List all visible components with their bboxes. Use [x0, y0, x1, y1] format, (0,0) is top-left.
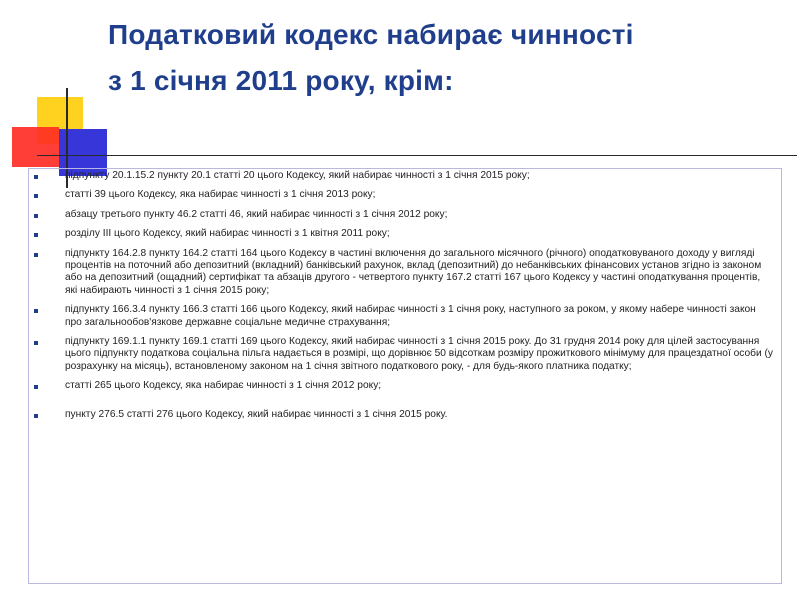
bullet-list: [34, 170, 774, 428]
bullet-item: статті 265 цього Кодексу, яка набирає чинності з 1 січня 2012 року;: [34, 380, 774, 392]
decor-red-square: [12, 127, 59, 167]
slide-title: [108, 12, 788, 104]
bullet-item: підпункту 164.2.8 пункту 164.2 статті 164 цього Кодексу в частині включення до загального місячного (річного) оподатковуваного доходу у вигляді процентів на поточний або депозитний (вкладний) банківський рахунок, вклад (депозитний) до небанківських фінансових установ згідно із законом або на депозитний (ощадний) сертифікат та абзаців другого - четвертого пункту 167.2 статті 167 цього Кодексу у частині оподаткування процентів, які набирають чинності з 1 січня 2015 року;: [34, 248, 774, 298]
bullet-item: пункту 276.5 статті 276 цього Кодексу, який набирає чинності з 1 січня 2015 року.: [34, 409, 774, 421]
slide-title-line-1: Податковий кодекс набирає чинності: [108, 19, 634, 50]
bullet-item: розділу III цього Кодексу, який набирає чинності з 1 квітня 2011 року;: [34, 228, 774, 240]
bullet-item: підпункту 166.3.4 пункту 166.3 статті 166 цього Кодексу, який набирає чинності з 1 січня року, наступного за роком, у якому набере чинності закон про загальнообов'язкове державне соціальне медичне страхування;: [34, 304, 774, 329]
slide-title-line-2: з 1 січня 2011 року, крім:: [108, 65, 454, 96]
bullet-item: статті 39 цього Кодексу, яка набирає чинності з 1 січня 2013 року;: [34, 189, 774, 201]
decor-horizontal-line: [37, 155, 797, 156]
bullet-item: підпункту 20.1.15.2 пункту 20.1 статті 20 цього Кодексу, який набирає чинності з 1 січня 2015 року;: [34, 170, 774, 182]
bullet-item: абзацу третього пункту 46.2 статті 46, який набирає чинності з 1 січня 2012 року;: [34, 209, 774, 221]
bullet-item: підпункту 169.1.1 пункту 169.1 статті 169 цього Кодексу, який набирає чинності з 1 січня 2015 року. До 31 грудня 2014 року для цілей застосування цього підпункту податкова соціальна пільга надається в розмірі, що дорівнює 50 відсоткам розміру прожиткового мінімуму для працездатної особи (у розрахунку на місяць), встановленому законом на 1 січня звітного податкового року, - для будь-якого платника податку;: [34, 336, 774, 373]
